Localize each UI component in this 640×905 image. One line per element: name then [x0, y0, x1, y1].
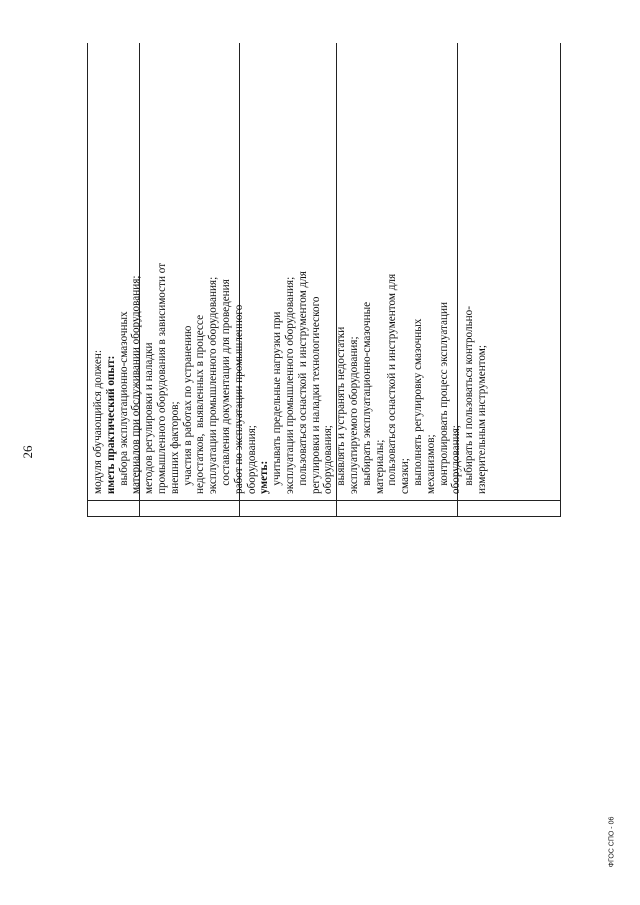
- text-line: смазки;: [399, 458, 412, 494]
- text-line: измерительным инструментом;: [475, 345, 488, 494]
- column-divider: [458, 500, 561, 501]
- column-divider: [88, 500, 139, 501]
- text-line: недостатков, выявленных в процессе: [194, 314, 207, 494]
- text-line: оборудования;: [245, 425, 258, 494]
- text-line: выполнять регулировку смазочных: [411, 318, 424, 494]
- text-line: модуля обучающийся должен:: [92, 350, 104, 494]
- standards-table: [87, 43, 561, 517]
- column-divider: [337, 500, 457, 501]
- text-line: эксплуатируемого оборудования;: [347, 336, 360, 494]
- text-line: контролировать процесс эксплуатации: [437, 302, 450, 494]
- column-divider: [140, 500, 239, 501]
- text-line: материалов при обслуживании оборудования;: [130, 275, 143, 494]
- text-line: уметь:: [258, 460, 271, 494]
- text-line: внешних факторов;: [168, 401, 181, 494]
- text-line: выбирать эксплуатационно-смазочные: [360, 301, 373, 494]
- text-line: оборудования;: [450, 425, 463, 494]
- text-line: участия в работах по устранению: [181, 325, 194, 494]
- text-line: пользоваться оснасткой и инструментом для: [296, 271, 309, 494]
- rotated-table-container: [87, 43, 561, 827]
- footer-document-code: ФГОС СПО - 06: [608, 816, 616, 868]
- text-line: выбирать и пользоваться контрольно-: [463, 306, 476, 494]
- competency-requirements-text: [92, 64, 489, 494]
- text-line: иметь практический опыт:: [104, 355, 117, 494]
- text-line: промышленного оборудования в зависимости от: [155, 262, 168, 494]
- text-line: механизмов;: [424, 434, 437, 494]
- text-line: составления документации для проведения: [219, 279, 232, 494]
- text-line: материалы;: [373, 439, 386, 494]
- text-line: выбора эксплуатационно-смазочных: [117, 311, 130, 494]
- text-line: регулировки и наладки технологического: [309, 296, 322, 494]
- text-line: выявлять и устранять недостатки: [335, 326, 348, 494]
- text-line: эксплуатации промышленного оборудования;: [207, 276, 220, 494]
- page-number: 26: [20, 445, 35, 459]
- text-line: работ по эксплуатации промышленного: [232, 304, 245, 494]
- text-line: пользоваться оснасткой и инструментом для: [386, 273, 399, 494]
- text-line: оборудования;: [322, 425, 335, 494]
- column-divider: [240, 500, 336, 501]
- text-line: учитывать предельные нагрузки при: [271, 311, 284, 494]
- text-line: эксплуатации промышленного оборудования;: [283, 276, 296, 494]
- text-line: методов регулировки и наладки: [143, 342, 156, 494]
